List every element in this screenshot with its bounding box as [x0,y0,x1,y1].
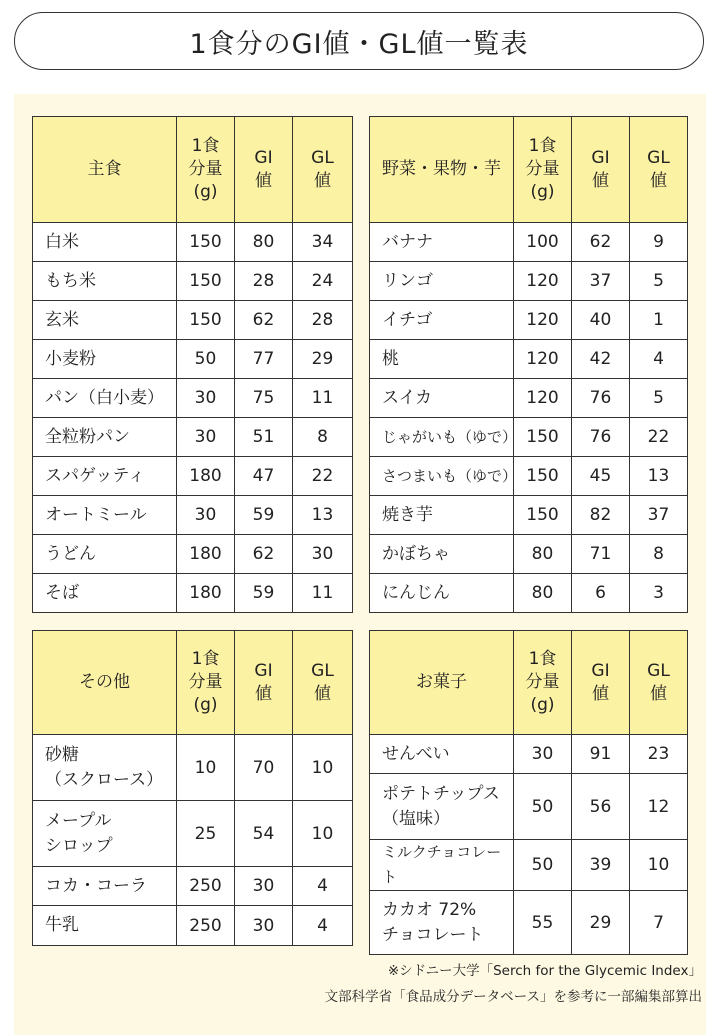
portion-value: 120 [514,262,572,301]
category-header: その他 [33,631,177,735]
portion-value: 150 [177,301,235,340]
portion-value: 120 [514,301,572,340]
table-row [33,379,353,418]
table-row [33,496,353,535]
gl-value: 5 [630,379,688,418]
food-name: もち米 [33,262,177,301]
portion-value: 30 [177,379,235,418]
gi-value: 42 [572,340,630,379]
gi-value: 54 [235,801,293,867]
portion-value: 150 [177,223,235,262]
gl-value: 10 [293,735,353,801]
food-name: うどん [33,535,177,574]
food-name: 牛乳 [33,906,177,946]
table-row [33,735,353,801]
portion-value: 30 [177,496,235,535]
gi-value: 6 [572,574,630,613]
portion-value: 150 [514,496,572,535]
source-note: ※シドニー大学「Serch for the Glycemic Index」 [387,963,702,979]
portion-value: 55 [514,891,572,955]
table-row [33,574,353,613]
gi-value: 80 [235,223,293,262]
gi-value: 62 [235,535,293,574]
table-row [370,496,688,535]
portion-header: 1食 分量 (g) [177,117,235,223]
gi-value: 28 [235,262,293,301]
gi-value: 47 [235,457,293,496]
food-name: 桃 [370,340,514,379]
food-name: 小麦粉 [33,340,177,379]
table-vegetables-fruits [369,116,688,613]
gl-value: 13 [293,496,353,535]
food-name: せんべい [370,735,514,774]
gl-value: 10 [630,840,688,891]
portion-value: 50 [177,340,235,379]
gl-value: 34 [293,223,353,262]
food-name: メープル シロップ [33,801,177,867]
gi-value: 56 [572,774,630,840]
food-name: そば [33,574,177,613]
food-name: 焼き芋 [370,496,514,535]
gl-value: 24 [293,262,353,301]
table-sweets [369,630,688,955]
table-row [370,379,688,418]
gl-value: 22 [630,418,688,457]
gi-header: GI 値 [572,631,630,735]
table-row [370,891,688,955]
gi-value: 82 [572,496,630,535]
food-name: 砂糖 （スクロース） [33,735,177,801]
gl-value: 7 [630,891,688,955]
food-name: パン（白小麦） [33,379,177,418]
table-row [33,906,353,946]
food-name: ポテトチップス （塩味） [370,774,514,840]
food-name: イチゴ [370,301,514,340]
gl-value: 29 [293,340,353,379]
table-row [33,535,353,574]
page-title: 1食分のGI値・GL値一覧表 [14,12,704,70]
gl-value: 10 [293,801,353,867]
portion-value: 100 [514,223,572,262]
gl-value: 4 [293,867,353,906]
gi-value: 30 [235,867,293,906]
gi-value: 62 [235,301,293,340]
portion-header: 1食 分量 (g) [514,117,572,223]
gi-value: 59 [235,496,293,535]
gl-value: 4 [630,340,688,379]
gi-header: GI 値 [235,631,293,735]
table-row [33,801,353,867]
food-name: バナナ [370,223,514,262]
category-header: 野菜・果物・芋 [370,117,514,223]
gl-value: 8 [630,535,688,574]
gl-value: 8 [293,418,353,457]
gi-value: 37 [572,262,630,301]
table-row [370,340,688,379]
gi-value: 59 [235,574,293,613]
portion-header: 1食 分量 (g) [177,631,235,735]
portion-value: 250 [177,867,235,906]
food-name: スイカ [370,379,514,418]
gi-value: 39 [572,840,630,891]
food-name: 全粒粉パン [33,418,177,457]
gl-header: GL 値 [630,631,688,735]
gl-header: GL 値 [293,631,353,735]
gl-value: 13 [630,457,688,496]
portion-value: 80 [514,535,572,574]
table-others [32,630,353,946]
source-notes [325,958,702,1010]
gi-value: 62 [572,223,630,262]
gl-value: 5 [630,262,688,301]
table-row [370,262,688,301]
gi-value: 91 [572,735,630,774]
gi-value: 76 [572,379,630,418]
portion-header: 1食 分量 (g) [514,631,572,735]
table-row [370,418,688,457]
gl-value: 3 [630,574,688,613]
gl-value: 1 [630,301,688,340]
gi-value: 77 [235,340,293,379]
table-row [370,774,688,840]
gl-value: 37 [630,496,688,535]
table-row [33,262,353,301]
gi-header: GI 値 [572,117,630,223]
table-row [370,735,688,774]
food-name: にんじん [370,574,514,613]
table-row [370,223,688,262]
portion-value: 180 [177,535,235,574]
portion-value: 180 [177,457,235,496]
food-name: カカオ 72% チョコレート [370,891,514,955]
gl-header: GL 値 [630,117,688,223]
portion-value: 180 [177,574,235,613]
category-header: 主食 [33,117,177,223]
table-row [370,535,688,574]
table-row [33,223,353,262]
portion-value: 25 [177,801,235,867]
food-name: 白米 [33,223,177,262]
table-row [370,457,688,496]
gi-value: 29 [572,891,630,955]
portion-value: 250 [177,906,235,946]
gl-value: 4 [293,906,353,946]
category-header: お菓子 [370,631,514,735]
gi-header: GI 値 [235,117,293,223]
food-name: さつまいも（ゆで） [370,457,514,496]
gi-value: 71 [572,535,630,574]
gl-value: 11 [293,574,353,613]
portion-value: 150 [177,262,235,301]
food-name: ミルクチョコレート [370,840,514,891]
portion-value: 120 [514,379,572,418]
portion-value: 120 [514,340,572,379]
gl-value: 9 [630,223,688,262]
food-name: オートミール [33,496,177,535]
portion-value: 30 [177,418,235,457]
portion-value: 150 [514,457,572,496]
portion-value: 10 [177,735,235,801]
food-name: コカ・コーラ [33,867,177,906]
portion-value: 30 [514,735,572,774]
gl-value: 22 [293,457,353,496]
table-row [33,867,353,906]
gi-value: 75 [235,379,293,418]
food-name: リンゴ [370,262,514,301]
portion-value: 50 [514,840,572,891]
food-name: かぼちゃ [370,535,514,574]
table-row [33,301,353,340]
gl-value: 11 [293,379,353,418]
table-staple [32,116,353,613]
food-name: じゃがいも（ゆで） [370,418,514,457]
table-row [370,840,688,891]
gl-value: 30 [293,535,353,574]
gl-value: 23 [630,735,688,774]
gi-value: 70 [235,735,293,801]
portion-value: 50 [514,774,572,840]
gi-value: 30 [235,906,293,946]
gl-value: 28 [293,301,353,340]
table-row [33,457,353,496]
gi-value: 40 [572,301,630,340]
source-note: 文部科学省「食品成分データベース」を参考に一部編集部算出 [324,989,702,1005]
food-name: スパゲッティ [33,457,177,496]
gi-value: 51 [235,418,293,457]
table-row [33,418,353,457]
table-row [370,301,688,340]
gl-value: 12 [630,774,688,840]
portion-value: 80 [514,574,572,613]
portion-value: 150 [514,418,572,457]
gi-value: 76 [572,418,630,457]
gi-value: 45 [572,457,630,496]
table-row [33,340,353,379]
food-name: 玄米 [33,301,177,340]
table-row [370,574,688,613]
gl-header: GL 値 [293,117,353,223]
